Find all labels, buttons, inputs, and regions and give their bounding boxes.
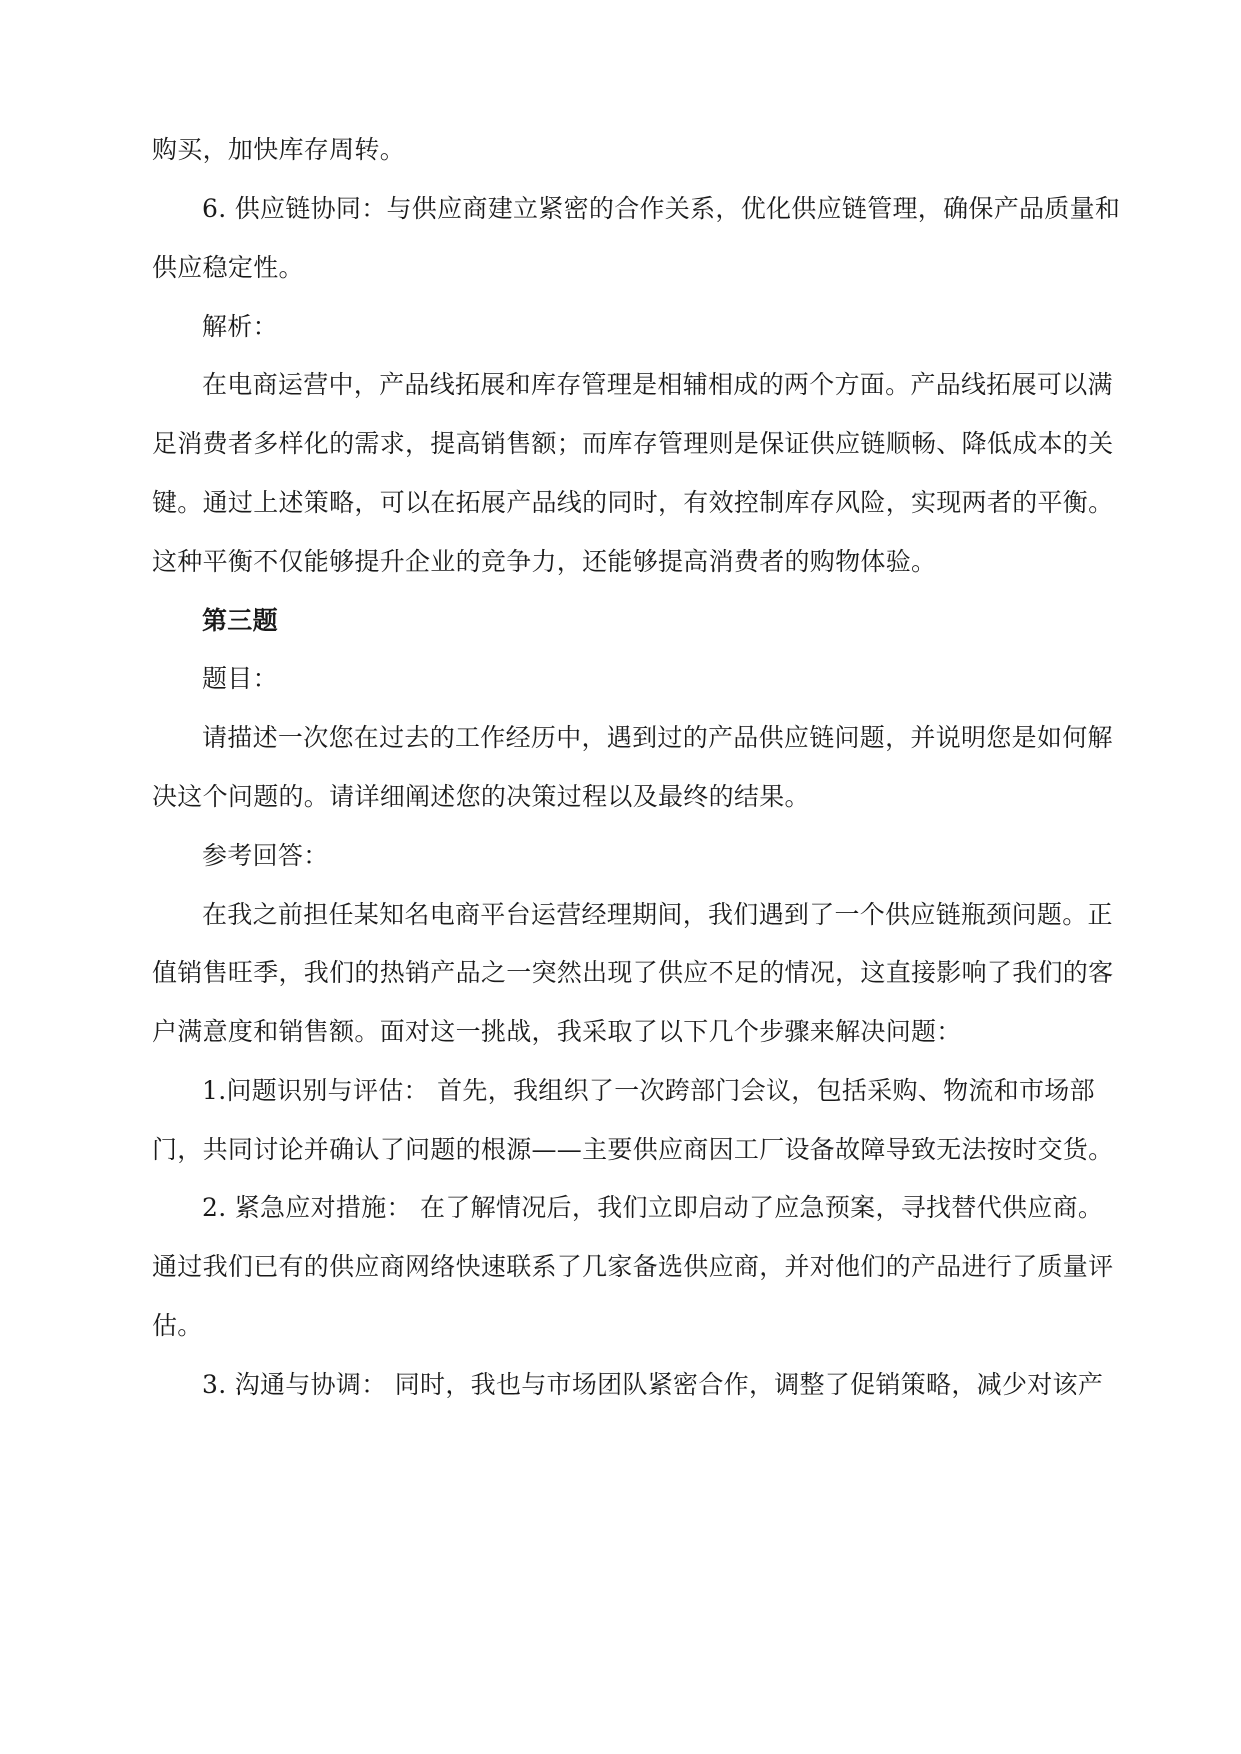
paragraph-line: 参考回答： [202, 841, 329, 870]
paragraph-line: 在电商运营中，产品线拓展和库存管理是相辅相成的两个方面。产品线拓展可以满 [202, 370, 1113, 399]
paragraph-line: 在我之前担任某知名电商平台运营经理期间，我们遇到了一个供应链瓶颈问题。正 [202, 900, 1113, 929]
paragraph-line: 估。 [152, 1311, 203, 1340]
paragraph-line: 值销售旺季，我们的热销产品之一突然出现了供应不足的情况，这直接影响了我们的客 [152, 958, 1114, 987]
paragraph-line: 购买，加快库存周转。 [152, 135, 406, 164]
paragraph-line: 门，共同讨论并确认了问题的根源——主要供应商因工厂设备故障导致无法按时交货。 [152, 1135, 1114, 1164]
paragraph-line: 户满意度和销售额。面对这一挑战，我采取了以下几个步骤来解决问题： [152, 1017, 962, 1046]
paragraph-line: 这种平衡不仅能够提升企业的竞争力，还能够提高消费者的购物体验。 [152, 547, 937, 576]
paragraph-line: 足消费者多样化的需求，提高销售额；而库存管理则是保证供应链顺畅、降低成本的关 [152, 429, 1114, 458]
paragraph-line: 请描述一次您在过去的工作经历中，遇到过的产品供应链问题，并说明您是如何解 [202, 723, 1113, 752]
paragraph-line: 解析： [202, 312, 278, 341]
paragraph-line: 2. 紧急应对措施： 在了解情况后，我们立即启动了应急预案，寻找替代供应商。 [202, 1193, 1104, 1222]
paragraph-line: 通过我们已有的供应商网络快速联系了几家备选供应商，并对他们的产品进行了质量评 [152, 1252, 1114, 1281]
paragraph-line: 决这个问题的。请详细阐述您的决策过程以及最终的结果。 [152, 782, 810, 811]
paragraph-line: 键。通过上述策略，可以在拓展产品线的同时，有效控制库存风险，实现两者的平衡。 [152, 488, 1114, 517]
paragraph-line: 供应稳定性。 [152, 253, 304, 282]
paragraph-line: 3. 沟通与协调： 同时，我也与市场团队紧密合作，调整了促销策略，减少对该产 [202, 1370, 1104, 1399]
section-heading: 第三题 [202, 606, 278, 635]
paragraph-line: 1.问题识别与评估： 首先，我组织了一次跨部门会议，包括采购、物流和市场部 [202, 1076, 1095, 1105]
paragraph-line: 6. 供应链协同：与供应商建立紧密的合作关系，优化供应链管理，确保产品质量和 [202, 194, 1121, 223]
paragraph-line: 题目： [202, 664, 278, 693]
